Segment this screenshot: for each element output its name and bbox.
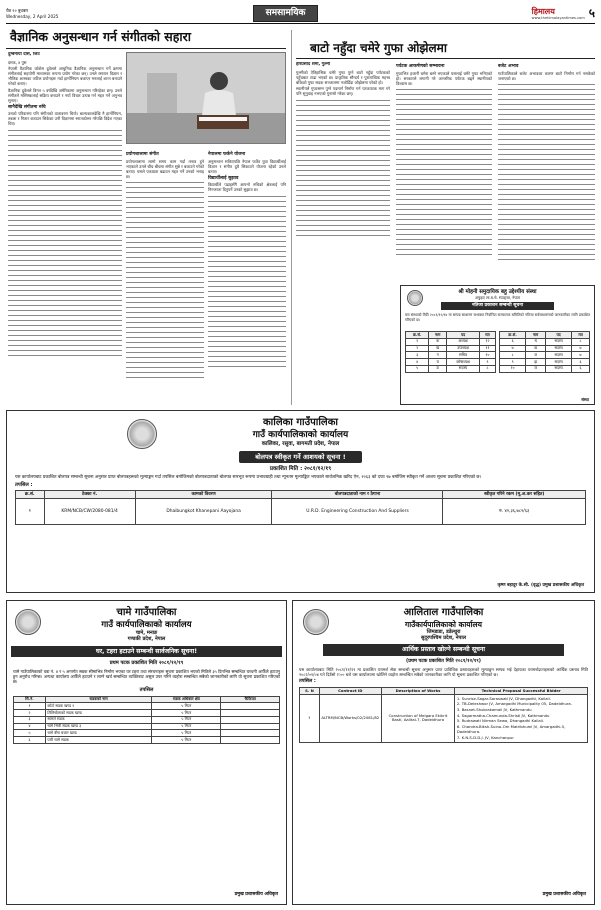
result-notice-body: यस संस्थाको मिति २०८१/१२/१४ मा सम्पन्न साधारण सभाबाट निर्वाचित सञ्चालक समितिको नतिजा सर्वसाधारणको जानकारीका लागि प्रकाशित गरिएको छ।	[405, 313, 590, 322]
chame-signer: प्रमुख प्रशासकीय अधिकृत	[234, 892, 278, 898]
table-cell: सदस्य	[546, 352, 572, 359]
table-cell: सदस्य	[546, 359, 572, 366]
story1-body-text	[126, 180, 204, 380]
bidders-cell	[455, 695, 588, 743]
table-cell: ५ मिटर	[152, 723, 221, 730]
story1-column-1	[8, 52, 122, 402]
story2-byline: हरिप्रसाद शर्मा, गुल्मी	[296, 62, 330, 67]
kalika-signer: कृष्ण बहादुर के.सी. (वृद्ध) प्रमुख प्रशासकीय अधिकृत	[497, 582, 584, 588]
column-divider	[291, 30, 292, 405]
table-header: S. N	[300, 688, 320, 695]
table-cell: ७	[500, 345, 526, 352]
story1-subhead: प्रयोगशालामा संगीत	[126, 152, 159, 157]
bidder-item: 4. Sagarmatha-Chamunda-Shristi JV, Kathmandu	[456, 712, 550, 718]
table-cell: ग	[429, 352, 447, 359]
table-header: कैफियत	[221, 696, 280, 703]
table-row	[14, 723, 280, 730]
nepal-emblem-icon	[127, 419, 157, 449]
table-cell: ५ मिटर	[152, 737, 221, 744]
nepal-emblem-icon	[15, 609, 41, 635]
kalika-notice	[6, 410, 595, 593]
table-cell: ६	[14, 737, 46, 744]
table-cell: छ	[526, 345, 546, 352]
table-cell: चामे भित्री सडक खण्ड ३	[45, 723, 151, 730]
story1-headline: वैज्ञानिक अनुसन्धान गर्न संगीतको सहारा	[10, 29, 191, 44]
table-cell: ख	[429, 345, 447, 352]
story2-column-2	[396, 62, 492, 280]
table-cell: झ	[526, 359, 546, 366]
header-date	[6, 8, 116, 18]
story1-subhead: नेपालमा फर्कने योजना	[208, 152, 246, 157]
cooperative-emblem-icon	[407, 290, 423, 306]
story1-rule	[6, 48, 286, 49]
table-cell: ८	[572, 338, 590, 345]
bidder-item: 1. Sunrise-Sagar-Saraswati JV, Dhangadhi, Kailali.	[456, 695, 551, 701]
alital-date: (प्रथम पटक प्रकाशित मिति २०८१/१२/१९)	[406, 659, 481, 665]
kalika-banner: बोलपत्र स्वीकृत गर्ने आशयको सूचना !	[239, 451, 361, 463]
story2-body-text	[296, 98, 390, 238]
table-cell	[221, 723, 280, 730]
story1-paragraph: विद्यार्थीले पढाइसँगै आफ्नो रुचिको क्षेत्रलाई पनि निरन्तरता दिनुपर्ने उनको सुझाव छ।	[208, 182, 286, 193]
table-cell: रु. ४२,३६,७८२/६३	[443, 498, 586, 524]
alital-banner: आर्थिक प्रस्ताव खोल्ने सम्बन्धी सूचना	[323, 644, 564, 656]
table-cell	[221, 710, 280, 717]
table-cell: १०	[480, 352, 496, 359]
story2-paragraph: गुल्मीको ऐतिहासिक चमेरे गुफा पुग्ने बाटो नहुँदा पर्यटकको पहुँचबाट टाढा भएको छ। प्राकृतिक सौन्दर्य र पुरातात्विक महत्त्व बोकेको गुफा सडक सञ्जालमा नजोडिँदा ओझेलमा परेको हो।	[296, 69, 390, 85]
chame-table	[13, 696, 280, 744]
section-title: समसामयिक	[253, 5, 319, 22]
table-cell: Construction of Melgara Ekikrit Basti, Aalital-7, Dadeldhura	[381, 695, 455, 743]
page-header	[6, 4, 595, 24]
story1-dateline: दमक, ४ पुस	[8, 59, 27, 65]
alital-office: गाउँकार्यपालिकाको कार्यालय	[404, 619, 482, 629]
table-cell: ५	[406, 365, 429, 372]
story2-body-text	[396, 87, 492, 257]
story2-paragraph: स्थानीयले गुफासम्म पुग्ने पदमार्ग निर्माण गर्न पटकपटक माग गरे पनि सुनुवाइ नभएको गुनासो गरेका छन्।	[296, 86, 390, 96]
musician-illustration	[127, 53, 286, 144]
table-cell: ८	[480, 365, 496, 372]
table-header: Contract ID	[319, 688, 381, 695]
table-cell: २	[14, 710, 46, 717]
table-row	[406, 345, 496, 352]
story1-column-2	[126, 150, 204, 402]
table-header: कामको विवरण	[135, 491, 272, 499]
story1-subhead: सानैदेखि संगीतमा रुचि	[8, 104, 46, 110]
table-header: पद	[447, 332, 480, 339]
story1-body-text	[208, 194, 286, 369]
table-cell	[221, 716, 280, 723]
chame-address: चामे, मनाङ	[135, 630, 158, 637]
table-row	[300, 695, 588, 743]
story2-paragraph: गुफाभित्र हजारौं चमेरा बस्ने भएकाले यसलाई चमेरे गुफा भनिएको हो। सरकारले लगानी गरे आन्तरिक पर्यटक बढ्ने स्थानीयको विश्वास छ।	[396, 70, 492, 86]
date-nepali: चैत्र २० बुधबार	[6, 8, 29, 14]
chame-office: गाउँ कार्यपालिकाको कार्यालय	[101, 619, 192, 630]
table-row	[14, 737, 280, 744]
bidder-item: 3. Basnet-Shubrakamali JV, Kathmandu	[456, 707, 532, 713]
table-cell: ४	[14, 723, 46, 730]
table-row	[406, 352, 496, 359]
table-header: बोलपत्रदाताको नाम र ठेगाना	[272, 491, 443, 499]
table-cell: कोटो सडक खण्ड १	[45, 703, 151, 710]
result-table-left	[405, 331, 496, 372]
result-notice-title: श्री मोहनी समुदायिक बहु उद्देश्यीय संस्था	[458, 289, 537, 295]
table-cell: १	[406, 338, 429, 345]
table-cell: ७	[572, 352, 590, 359]
chame-province: गण्डकी प्रदेश, नेपाल	[127, 636, 166, 643]
table-header: मत	[572, 332, 590, 339]
table-header: सि.नं.	[14, 696, 46, 703]
story2-rule	[296, 58, 595, 59]
table-row	[406, 365, 496, 372]
kalika-office: गाउँ कार्यपालिकाको कार्यालय	[252, 429, 349, 440]
story2-subhead: बजेट अभाव	[498, 64, 519, 69]
bidder-item: 7. K.N.S-D.D.J. JV, Kanchanpur	[456, 734, 514, 740]
table-cell: १	[14, 703, 46, 710]
table-row	[406, 359, 496, 366]
table-cell: ९	[480, 359, 496, 366]
table-cell: ७	[572, 345, 590, 352]
table-cell: ९	[500, 359, 526, 366]
table-header: क्र.सं.	[406, 332, 429, 339]
story2-headline: बाटो नहुँदा चमेरे गुफा ओझेलमा	[310, 41, 447, 55]
table-header: क्र.सं.	[500, 332, 526, 339]
story1-paragraph: अनुसन्धान सकिएपछि नेपाल फर्केर युवा विद्यार्थीलाई विज्ञान र संगीत दुवै सिकाउने योजना रहेको उनले बताए।	[208, 158, 286, 174]
alital-table-label: तपसिल :	[299, 679, 316, 685]
story2-body-text	[498, 82, 595, 262]
table-cell: अध्यक्ष	[447, 338, 480, 345]
story1-paragraph: उनको परिवारमा पनि संगीतको वातावरण थियो। बाल्यकालदेखि नै हार्मोनियम, तबला र गितार बजाउन सिकेका उनी विज्ञानमा स्नातकोत्तर गरेपछि विदेश गएका थिए।	[8, 111, 122, 127]
table-cell	[221, 730, 280, 737]
table-header: Technical Proposal Successful Bidder	[455, 688, 588, 695]
alital-table	[299, 687, 588, 743]
story2-column-1	[296, 62, 390, 280]
table-header: पद	[546, 332, 572, 339]
table-cell: १	[16, 498, 45, 524]
result-table-right	[499, 331, 590, 372]
bidder-item: 6. Chandra-Biksh-Suino-Om Matribhumi JV, Amargadhi-5, Dadeldhura.	[456, 724, 566, 734]
chame-notice	[6, 600, 287, 905]
table-header: सडकको नाम	[45, 696, 151, 703]
table-row	[14, 703, 280, 710]
kalika-address: कालिका, रसुवा, बागमती प्रदेश, नेपाल	[261, 440, 340, 447]
table-header: नाम	[526, 332, 546, 339]
table-header: नाम	[429, 332, 447, 339]
table-row	[500, 345, 590, 352]
table-cell: सदस्य	[447, 365, 480, 372]
chame-body: चामे गाउँपालिकाको वडा नं. ४ र ५ अन्तर्गत सडक सीमाभित्र निर्माण भएका घर टहरा तथा संरचनाहरू सूचना प्रकाशित भएको मितिले ३५ दिनभित्र सम्बन्धित घरधनी आफैँले हटाउनु हुन अनुरोध गरिन्छ। अन्यथा कार्यालय आफैँले हटाउने र लाग्ने खर्च सम्बन्धित व्यक्तिबाट असुल उपर गरिने व्यहोरा सम्बन्धित सबैको जानकारीको लागि यो सूचना प्रकाशित गरिएको छ।	[13, 668, 280, 685]
table-row	[406, 338, 496, 345]
table-cell: सामले सडक	[45, 716, 151, 723]
table-cell: च	[526, 338, 546, 345]
table-header: सडक अधिकार क्षेत्र	[152, 696, 221, 703]
kalika-table	[15, 490, 586, 525]
table-cell: ६	[572, 359, 590, 366]
table-row	[500, 338, 590, 345]
table-cell: U.R.D. Engineering Construction And Suppliers	[272, 498, 443, 524]
table-cell: ज	[526, 352, 546, 359]
result-notice	[400, 285, 595, 405]
table-cell: ५ मिटर	[152, 703, 221, 710]
table-cell: पारी चामे सडक	[45, 737, 151, 744]
table-cell: सदस्य	[546, 338, 572, 345]
table-cell	[221, 737, 280, 744]
table-cell: सचिव	[447, 352, 480, 359]
alital-notice	[292, 600, 595, 905]
table-cell: ५ मिटर	[152, 716, 221, 723]
story2-column-3	[498, 62, 595, 280]
story1-photo	[126, 52, 286, 144]
table-cell: ३	[14, 716, 46, 723]
chame-title: चामे गाउँपालिका	[116, 607, 177, 618]
kalika-title: कालिका गाउँपालिका	[262, 417, 338, 428]
table-row	[500, 359, 590, 366]
table-cell: ४	[406, 359, 429, 366]
table-cell: २	[406, 345, 429, 352]
table-header: ठेक्का नं.	[44, 491, 135, 499]
table-cell: ३	[406, 352, 429, 359]
kalika-table-label: तपसिल :	[15, 482, 33, 489]
table-row	[14, 716, 280, 723]
chame-table-label: तपसिल	[139, 687, 154, 694]
chame-date: प्रथम पटक प्रकाशित मिति २०८१/१२/१९	[109, 660, 184, 667]
table-cell: KRM/NCB/CW/2080-081/4	[44, 498, 135, 524]
table-cell: चामे बीच बजार खण्ड	[45, 730, 151, 737]
table-cell: सदस्य	[546, 365, 572, 372]
result-notice-subtitle: अफुइए ला.ब.चे. स्याङ्जा, नेपाल	[474, 294, 521, 300]
table-header: मत	[480, 332, 496, 339]
table-cell: ञ	[526, 365, 546, 372]
table-cell: ६	[500, 338, 526, 345]
alital-signer: प्रमुख प्रशासकीय अधिकृत	[542, 892, 586, 898]
kalika-date: प्रकाशित मिति : २०८१/१२/१९	[269, 465, 332, 472]
table-cell: Dhaibungkot Khanepani Aayojana	[135, 498, 272, 524]
story2-paragraph: गाउँपालिकाले बजेट अभावका कारण बाटो निर्माण गर्न नसकेको जनाएको छ।	[498, 70, 595, 81]
table-cell: ८	[500, 352, 526, 359]
table-cell: ६	[572, 365, 590, 372]
bidder-item: 2. TB-Deleshwor JV, Amargadhi Municipality 05, Dadeldhura.	[456, 701, 572, 707]
table-cell: सदस्य	[546, 345, 572, 352]
table-row	[14, 730, 280, 737]
table-row	[16, 498, 586, 524]
brand-logo: हिमालय	[531, 6, 555, 17]
result-notice-banner: नतिजा प्रकाशन सम्बन्धी सूचना	[441, 302, 554, 310]
table-cell: कोषाध्यक्ष	[447, 359, 480, 366]
table-cell: ALTRM/NCB/Works/02/2081/82	[319, 695, 381, 743]
table-cell	[221, 703, 280, 710]
alital-body: यस कार्यालयबाट मिति २०८१/११/१९ मा प्रकाशित परामर्श सेवा सम्बन्धी सूचना अनुसार प्राप्त प्राविधिक प्रस्तावहरूको मूल्याङ्कन सम्पन्न भई देहायका परामर्शदाताहरूको आर्थिक प्रस्ताव मिति २०८२/०१/०४ गते दिउँसो २:०० बजे यस कार्यालयमा खोलिने व्यहोरा सम्बन्धित सबैको जानकारीका लागि यो सूचना प्रकाशित गरिएको छ।	[299, 667, 588, 678]
story1-paragraph: नेपाली वैज्ञानिक कोशेस दुवेलले आधुनिक वैज्ञानिक अनुसन्धान गर्ने क्रममा संगीतलाई सहयोगी माध्यमका रूपमा प्रयोग गरेका छन्। उनले रसायन विज्ञान र भौतिक शास्त्रका जटिल प्रयोगहरू गर्दा हार्मोनियम बजाएर मनलाई शान्त बनाउने गरेको बताए।	[8, 66, 122, 86]
table-cell: १२	[480, 338, 496, 345]
brand-url: www.thehimalayantimes.com	[531, 16, 585, 21]
alital-title: आलिताल गाउँपालिका	[403, 607, 484, 618]
table-cell: उपाध्यक्ष	[447, 345, 480, 352]
story1-column-3	[208, 150, 286, 402]
page-number: ५	[588, 6, 595, 20]
table-cell: क	[429, 338, 447, 345]
kalika-body: यस कार्यालयबाट प्रकाशित बोलपत्र सम्बन्धी सूचना अनुसार प्राप्त बोलपत्रहरूको मूल्याङ्कन गर्दा तपसिल बमोजिमको बोलपत्रदाताको बोलपत्र सारभूत रूपमा प्रभावग्राही तथा न्यूनतम मूल्याङ्कित भएकाले सार्वजनिक खरिद ऐन, २०६३ को दफा २७ बमोजिम स्वीकृत गर्ने आशय सूचना प्रकाशित गरिएको छ।	[15, 474, 482, 480]
table-cell: ५	[14, 730, 46, 737]
story1-paragraph: प्रयोगशालामा लामो समय काम गर्दा तनाव हुने भएकाले उनले बीच बीचमा संगीत सुन्ने र बजाउने गरेको बताए। यसले एकाग्रता बढाउन मद्दत गर्ने उनको भनाइ छ।	[126, 158, 204, 179]
chame-banner: घर, टहरा हटाउने सम्बन्धी सार्वजनिक सूचना!	[11, 646, 282, 658]
table-header: क्र.सं.	[16, 491, 45, 499]
story1-paragraph: वैज्ञानिक दुवेलले विगत ५ वर्षदेखि अमेरिकामा अनुसन्धान गरिरहेका छन्। उनले संगीतले मस्तिष्कलाई सक्रिय बनाउने र नयाँ विचार उत्पन्न गर्न मद्दत गर्ने अनुभव सुनाए।	[8, 87, 122, 103]
table-header: Description of Works	[381, 688, 455, 695]
table-cell: ५ मिटर	[152, 730, 221, 737]
story1-byline: दुम्बमाया दास, जिउ	[8, 52, 40, 57]
bidder-item: 5. Rudrawati Nirman Sewa, Dhangadhi Kailali.	[456, 718, 545, 724]
alital-province: सुदूरपश्चिम प्रदेश, नेपाल	[420, 635, 467, 642]
table-cell: घ	[429, 359, 447, 366]
table-header: स्वीकृत गरिने रकम (मू.अ.कर सहित)	[443, 491, 586, 499]
table-cell: तिलिचोलाको सडक खण्ड	[45, 710, 151, 717]
story1-body-text	[8, 128, 122, 358]
table-row	[500, 365, 590, 372]
nepal-emblem-icon	[303, 609, 329, 635]
table-row	[14, 710, 280, 717]
table-cell: ५ मिटर	[152, 710, 221, 717]
alital-address: जिमडाडा, डडेल्धुरा	[426, 628, 461, 635]
result-notice-footer: संस्था	[581, 397, 589, 402]
table-row	[500, 352, 590, 359]
table-cell: ११	[480, 345, 496, 352]
table-cell: ङ	[429, 365, 447, 372]
table-cell: १	[300, 695, 320, 743]
story1-subhead: विद्यार्थीलाई सुझाव	[208, 175, 239, 181]
story2-subhead: पर्यटक आकर्षणको सम्भावना	[396, 64, 445, 69]
table-cell: १०	[500, 365, 526, 372]
date-english: Wednesday, 2 April 2025	[6, 13, 59, 19]
